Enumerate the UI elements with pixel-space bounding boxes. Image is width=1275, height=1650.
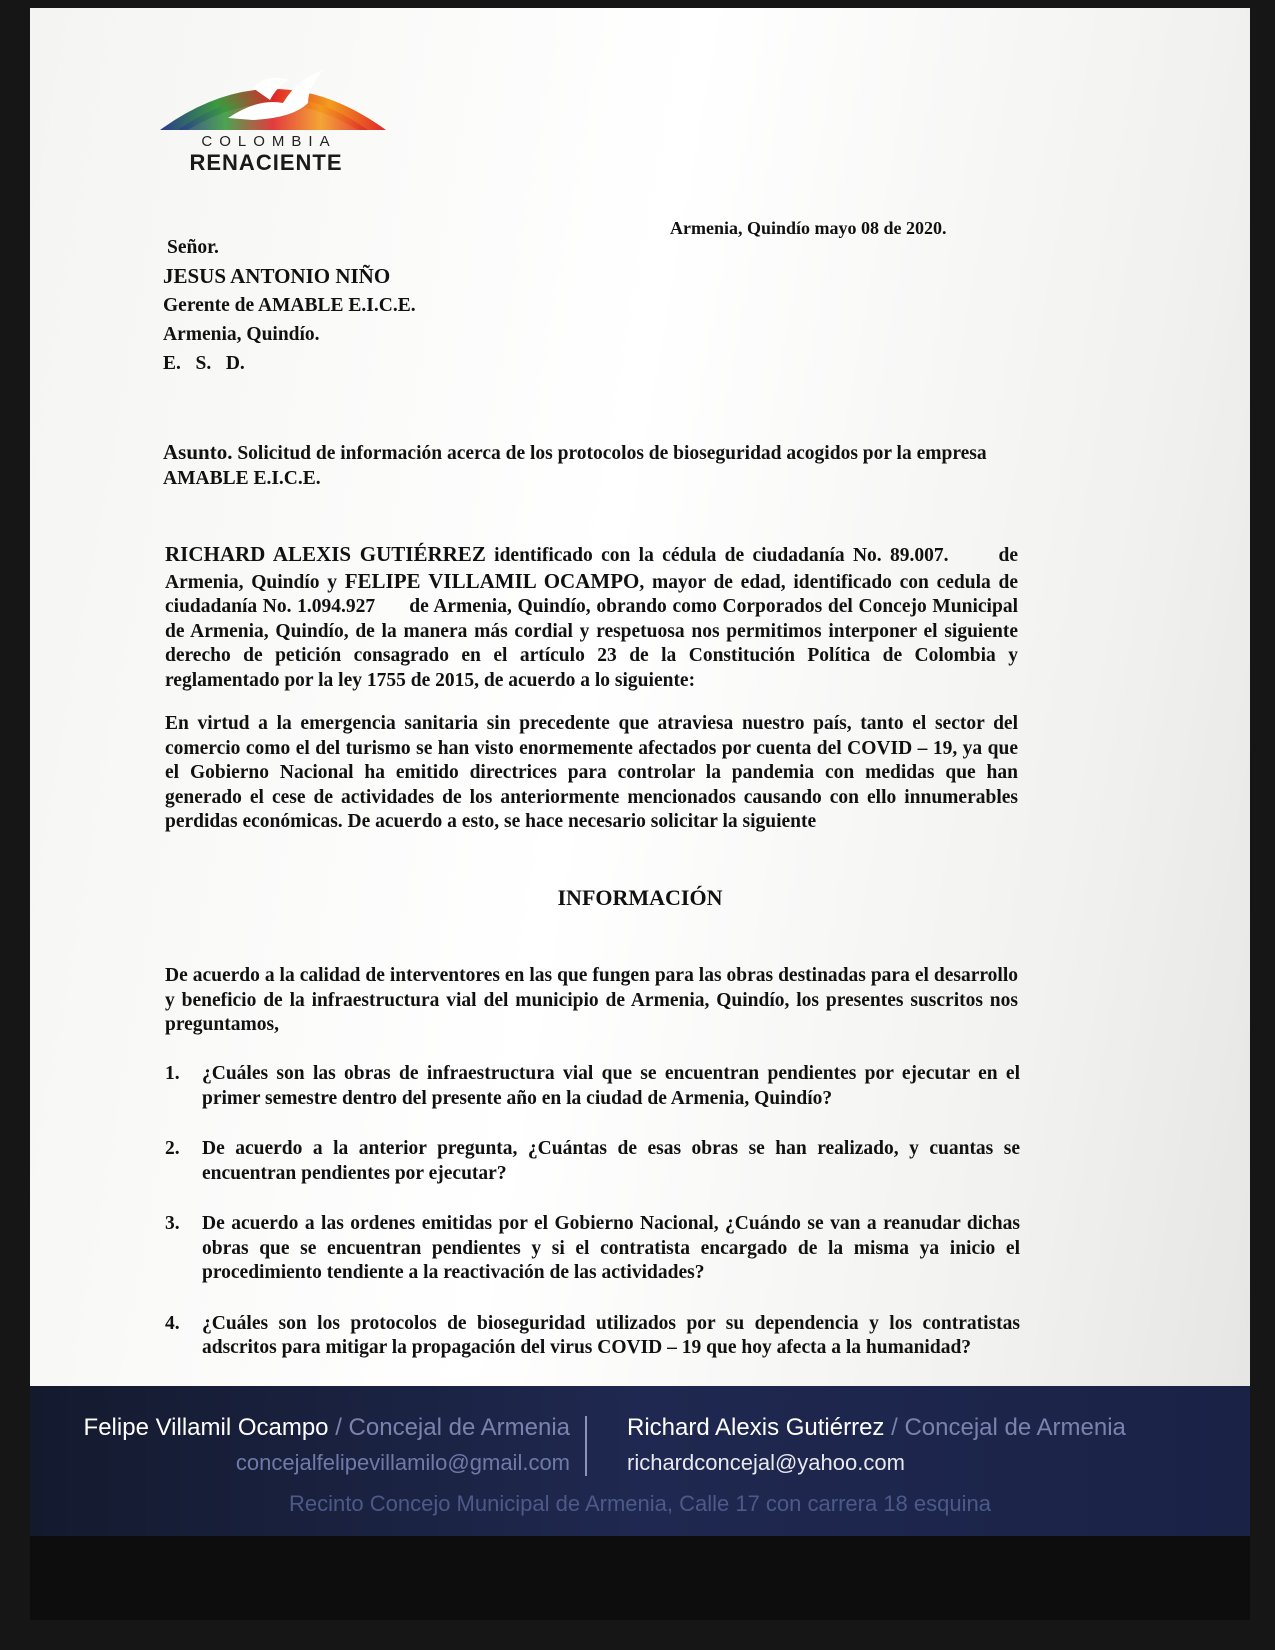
footer-left-role: / Concejal de Armenia [328,1414,570,1441]
colombia-renaciente-logo [158,58,388,183]
recipient-block [163,233,416,378]
question-item [165,1212,1020,1286]
footer-left-name: Felipe Villamil Ocampo [83,1414,329,1441]
footer-right-name: Richard Alexis Gutiérrez [627,1414,885,1441]
context-paragraph: En virtud a la emergencia sanitaria sin precedente que atraviesa nuestro país, tanto el sector del comercio como el del turismo se han visto enormemente afectados por cuenta del COVID – 19, ya que el Gobierno Nacional ha emitido directrices para controlar la pandemia con medidas que han generado el cese de actividades de los anteriormente mencionados causando con ello innumerables perdidas económicas. De acuerdo a esto, se hace necesario solicitar la siguiente [165,713,1018,832]
subject-text: Solicitud de información acerca de los protocolos de bioseguridad acogidos por la empresa AMABLE E.I.C.E. [163,443,987,489]
footer-right-email[interactable]: richardconcejal@yahoo.com [627,1450,905,1475]
question-number: 2. [165,1138,180,1159]
subject-line [163,440,1018,491]
footer-divider [585,1416,587,1476]
question-number: 1. [165,1063,180,1084]
recipient-esd: E. S. D. [163,353,245,374]
petitioner-name-2: FELIPE VILLAMIL OCAMPO [344,568,640,593]
intro-text-2: , mayor de edad, identificado con cedula de ciudadanía No. 1.094.927 de Armenia, Quindío, obrando como Corporados del Concejo Municipal de Armenia, Quindío, de la manera más cordial y respetuosa nos permitimos interponer el siguiente derecho de petición consagrado en el artículo 23 de la Constitución Política de Colombia y reglamentado por la ley 1755 de 2015, de acuerdo a lo siguiente: [165,571,1023,691]
question-number: 3. [165,1213,180,1234]
info-paragraph: De acuerdo a la calidad de interventores en las que fungen para las obras destinadas para el desarrollo y beneficio de la infraestructura vial del municipio de Armenia, Quindío, los presentes suscritos nos preguntamos, [165,965,1018,1035]
footer-right-contact [627,1414,1126,1476]
logo-text-renaciente: RENACIENTE [189,150,343,175]
letterhead-footer [30,1386,1250,1536]
question-item [165,1137,1020,1186]
question-text: De acuerdo a la anterior pregunta, ¿Cuántas de esas obras se han realizado, y cuantas se encuentran pendientes por ejecutar? [202,1138,1020,1184]
subject-label: Asunto. [163,440,233,464]
question-item [165,1062,1020,1111]
questions-list [165,1062,1020,1361]
recipient-position: Gerente de AMABLE E.I.C.E. [163,295,416,316]
footer-left-contact [84,1414,570,1476]
intro-paragraph [165,542,1023,693]
recipient-name: JESUS ANTONIO NIÑO [163,264,391,288]
rainbow-dove-icon [158,58,388,138]
logo-text-colombia: COLOMBIA [201,133,337,150]
letter-page [30,8,1250,1620]
scan-bottom-edge [30,1536,1250,1620]
question-text: ¿Cuáles son los protocolos de bioseguridad utilizados por su dependencia y los contratistas adscritos para mitigar la propagación del virus COVID – 19 que hoy afecta a la humanidad? [202,1312,1020,1358]
letter-date: Armenia, Quindío mayo 08 de 2020. [670,218,947,238]
intro-text-1: identificado con la cédula de ciudadanía No. 89.007. de Armenia, Quindío y [165,545,1022,593]
section-heading: INFORMACIÓN [557,885,723,910]
petitioner-name-1: RICHARD ALEXIS GUTIÉRREZ [165,542,486,566]
question-text: De acuerdo a las ordenes emitidas por el Gobierno Nacional, ¿Cuándo se van a reanudar dichas obras que se encuentran pendientes y si el contratista encargado de la misma ya inicio el procedimiento tendiente a la reactivación de las actividades? [202,1213,1020,1283]
footer-left-email[interactable]: concejalfelipevillamilo@gmail.com [235,1450,570,1475]
question-number: 4. [165,1312,180,1334]
question-text: ¿Cuáles son las obras de infraestructura vial que se encuentran pendientes por ejecutar en el primer semestre dentro del presente año en la ciudad de Armenia, Quindío? [202,1063,1020,1109]
question-item [165,1312,1020,1361]
salutation: Señor. [167,237,219,258]
footer-address: Recinto Concejo Municipal de Armenia, Calle 17 con carrera 18 esquina [289,1491,991,1516]
footer-right-role: / Concejal de Armenia [884,1414,1126,1441]
recipient-city: Armenia, Quindío. [163,324,320,345]
